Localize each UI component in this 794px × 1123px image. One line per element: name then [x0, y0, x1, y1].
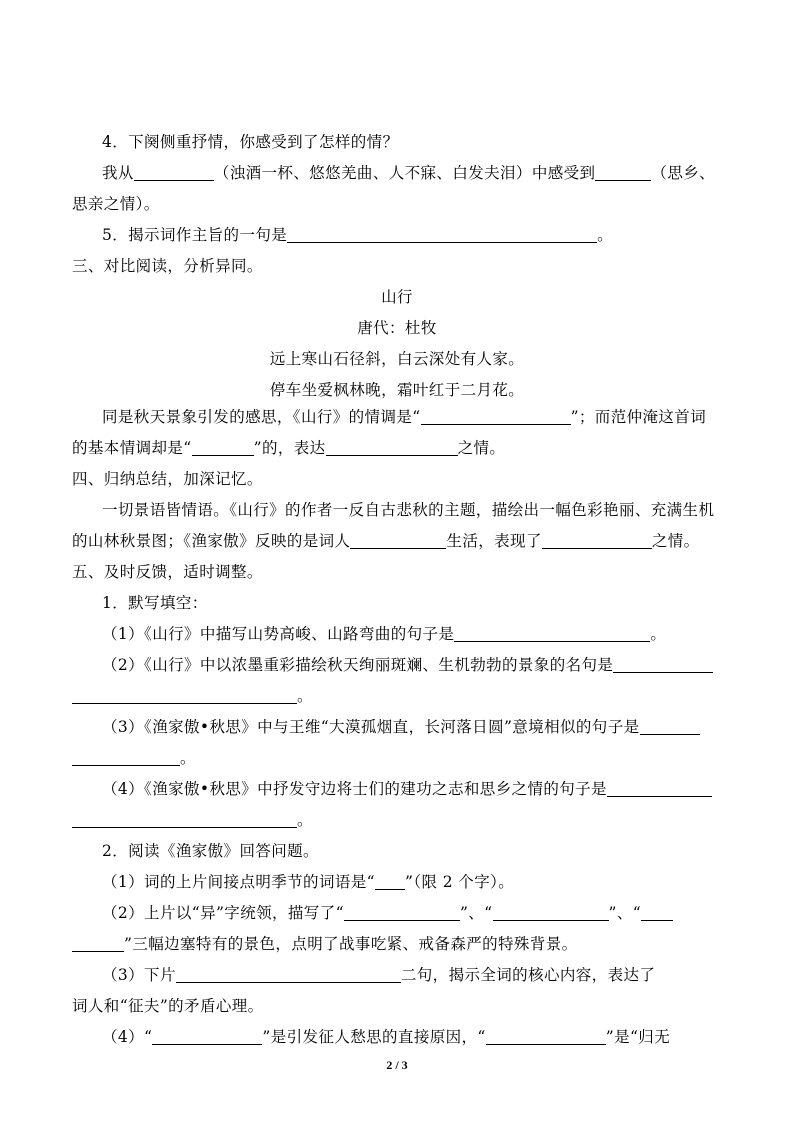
answer-blank[interactable] [72, 935, 124, 952]
q4-title-text: 4．下阕侧重抒情，你感受到了怎样的情？ [102, 133, 399, 151]
fill-1-end: 。 [650, 625, 667, 643]
q4-title [0, 132, 794, 152]
answer-blank[interactable] [192, 439, 254, 456]
reading-3-text-a: （3）下片 [102, 966, 176, 984]
fill-3-text: （3）《渔家傲•秋思》中与王维“大漠孤烟直，长河落日圆”意境相似的句子是 [102, 718, 640, 736]
section3-text-a: 同是秋天景象引发的感思，《山行》的情调是“ [102, 408, 421, 426]
q4-text-c: （思乡、 [651, 164, 716, 182]
fill-4-cont [0, 810, 794, 830]
fill-4-text: （4）《渔家傲•秋思》中抒发守边将士们的建功之志和思乡之情的句子是 [102, 780, 607, 798]
item2-title-text: 2．阅读《渔家傲》回答问题。 [102, 842, 319, 860]
poem-author [0, 318, 794, 338]
section3-text-d: ”的，表达 [253, 439, 326, 457]
reading-2-text-a: （2）上片以“异”字统领，描写了“ [102, 904, 344, 922]
section4-text-c: 生活，表现了 [446, 532, 542, 550]
answer-blank[interactable] [176, 966, 401, 983]
reading-2-text-d: ”三幅边塞特有的景色，点明了战事吃紧、戒备森严的特殊背景。 [124, 935, 578, 953]
answer-blank[interactable] [350, 532, 446, 549]
reading-4-text-a: （4）“ [102, 1028, 153, 1046]
fill-2 [0, 655, 794, 675]
page-number-text: 2 / 3 [386, 1058, 408, 1072]
q4-text-d: 思亲之情）。 [72, 195, 160, 213]
answer-blank[interactable] [72, 811, 297, 828]
section3-text-c: 的基本情调却是“ [72, 439, 192, 457]
q5-text-b: 。 [597, 226, 614, 244]
answer-blank[interactable] [613, 656, 713, 673]
answer-blank[interactable] [421, 408, 571, 425]
reading-4 [0, 1027, 794, 1047]
item1-title-text: 1．默写填空： [102, 594, 208, 612]
answer-blank[interactable] [287, 226, 597, 243]
q5-text-a: 5．揭示词作主旨的一句是 [102, 226, 288, 244]
reading-1-text-a: （1）词的上片间接点明季节的词语是“ [102, 873, 375, 891]
reading-3-text-c: 词人和“征夫”的矛盾心理。 [72, 997, 264, 1015]
answer-blank[interactable] [134, 164, 214, 181]
q4-text-a: 我从 [102, 164, 134, 182]
section4-line2 [0, 531, 794, 551]
section3-line2 [0, 438, 794, 458]
answer-blank[interactable] [72, 749, 180, 766]
section5-heading [0, 562, 794, 582]
fill-4-end: 。 [297, 811, 313, 829]
fill-2-cont [0, 686, 794, 706]
section3-heading-text: 三、对比阅读，分析异同。 [72, 257, 263, 275]
section4-text-d: 之情。 [651, 532, 700, 550]
page-number [0, 1058, 794, 1073]
poem-author-text: 唐代：杜牧 [357, 319, 437, 337]
section4-heading-text: 四、归纳总结，加深记忆。 [72, 470, 263, 488]
answer-blank[interactable] [493, 904, 609, 921]
answer-blank[interactable] [640, 718, 700, 735]
reading-4-text-b: ”是引发征人愁思的直接原因，“ [262, 1028, 486, 1046]
reading-3-cont [0, 996, 794, 1016]
answer-blank[interactable] [375, 873, 405, 890]
fill-3 [0, 717, 794, 737]
section4-line1 [0, 500, 794, 520]
fill-4 [0, 779, 794, 799]
answer-blank[interactable] [152, 1028, 262, 1045]
reading-2 [0, 903, 794, 923]
poem-line-1-text: 远上寒山石径斜，白云深处有人家。 [269, 350, 525, 368]
poem-line-1 [0, 349, 794, 369]
q4-line1 [0, 163, 794, 183]
section4-text-a: 一切景语皆情语。《山行》的作者一反自古悲秋的主题，描绘出一幅色彩艳丽、充满生机 [102, 501, 715, 519]
answer-blank[interactable] [607, 780, 712, 797]
answer-blank[interactable] [72, 687, 297, 704]
poem-line-2-text: 停车坐爱枫林晚，霜叶红于二月花。 [269, 381, 525, 399]
answer-blank[interactable] [344, 904, 460, 921]
section3-text-e: 之情。 [457, 439, 506, 457]
q5-line [0, 225, 794, 245]
section5-heading-text: 五、及时反馈，适时调整。 [72, 563, 263, 581]
q4-line2 [0, 194, 794, 214]
answer-blank[interactable] [486, 1028, 606, 1045]
reading-4-text-c: ”是“归无 [605, 1028, 671, 1046]
answer-blank[interactable] [454, 625, 650, 642]
reading-3 [0, 965, 794, 985]
fill-2-text: （2）《山行》中以浓墨重彩描绘秋天绚丽斑斓、生机勃勃的景象的名句是 [102, 656, 614, 674]
reading-2-cont [0, 934, 794, 954]
section3-text-b: ”；而范仲淹这首词 [570, 408, 707, 426]
section4-text-b: 的山林秋景图；《渔家傲》反映的是词人 [72, 532, 351, 550]
q4-text-b: （浊酒一杯、悠悠羌曲、人不寐、白发夫泪）中感受到 [213, 164, 596, 182]
fill-3-end: 。 [180, 749, 196, 767]
answer-blank[interactable] [641, 904, 673, 921]
poem-title-text: 山行 [381, 288, 413, 306]
reading-1-text-b: ”（限 2 个字）。 [405, 873, 515, 891]
fill-2-end: 。 [297, 687, 313, 705]
section5-item2-title [0, 841, 794, 861]
answer-blank[interactable] [326, 439, 458, 456]
reading-2-text-b: ”、“ [459, 904, 493, 922]
section4-heading [0, 469, 794, 489]
reading-3-text-b: 二句，揭示全词的核心内容，表达了 [400, 966, 656, 984]
poem-title [0, 287, 794, 307]
section3-line1 [0, 407, 794, 427]
reading-2-text-c: ”、“ [608, 904, 642, 922]
answer-blank[interactable] [542, 532, 652, 549]
reading-1 [0, 872, 794, 892]
section3-heading [0, 256, 794, 276]
poem-line-2 [0, 380, 794, 400]
fill-1 [0, 624, 794, 644]
answer-blank[interactable] [595, 164, 651, 181]
section5-item1-title [0, 593, 794, 613]
fill-3-cont [0, 748, 794, 768]
fill-1-text: （1）《山行》中描写山势高峻、山路弯曲的句子是 [102, 625, 455, 643]
